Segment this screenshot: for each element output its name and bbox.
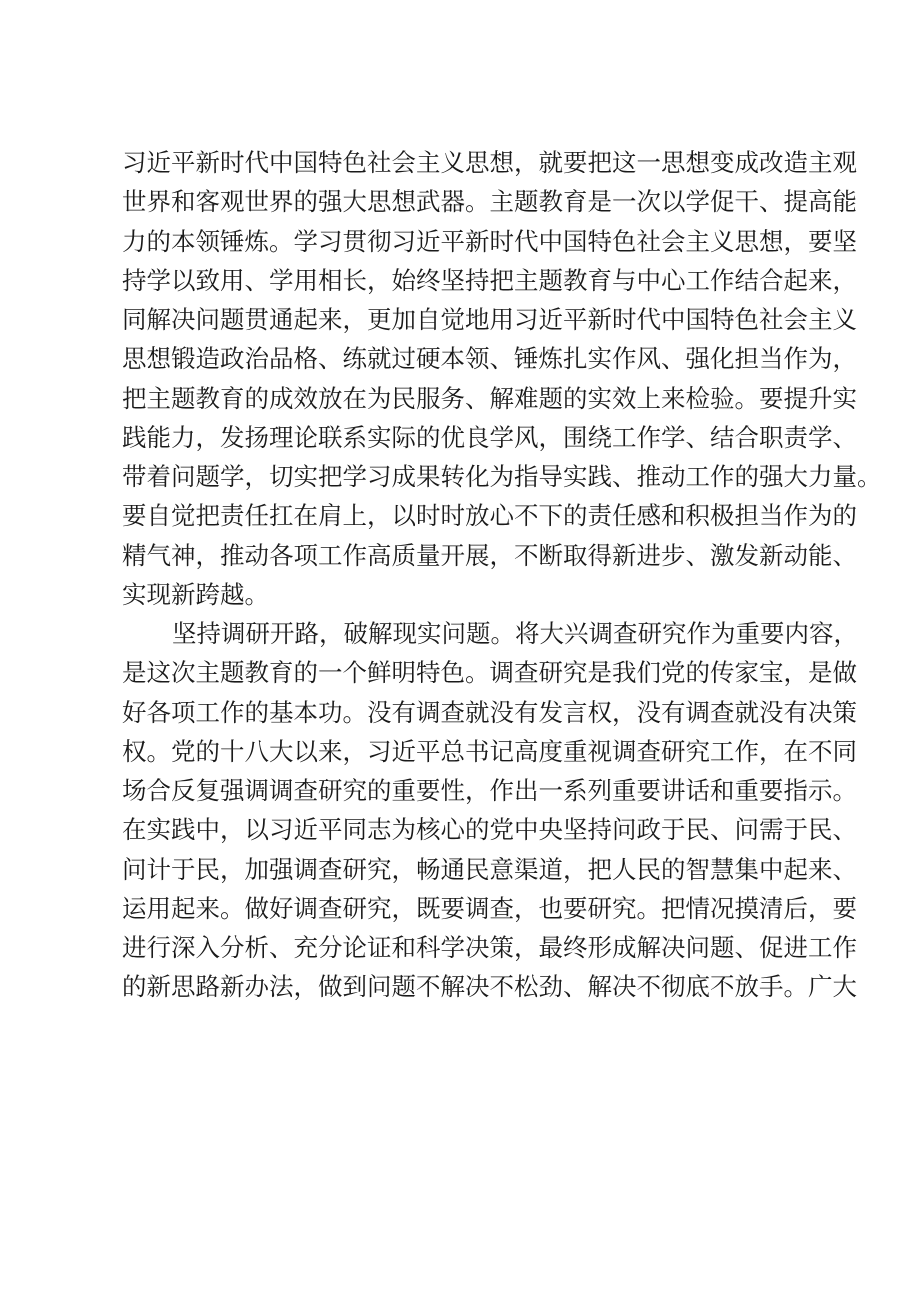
text-line: 实现新跨越。 xyxy=(122,579,269,609)
text-line: 世界和客观世界的强大思想武器。主题教育是一次以学促干、提高能 xyxy=(122,187,857,217)
text-line: 好各项工作的基本功。没有调查就没有发言权，没有调查就没有决策 xyxy=(122,697,857,727)
text-line: 思想锻造政治品格、练就过硬本领、锤炼扎实作风、强化担当作为， xyxy=(122,344,857,374)
text-line: 要自觉把责任扛在肩上，以时时放心不下的责任感和积极担当作为的 xyxy=(122,501,857,531)
text-line: 场合反复强调调查研究的重要性，作出一系列重要讲话和重要指示。 xyxy=(122,776,857,805)
text-line: 进行深入分析、充分论证和科学决策，最终形成解决问题、促进工作 xyxy=(122,933,857,962)
text-line: 的新思路新办法，做到问题不解决不松劲、解决不彻底不放手。广大 xyxy=(122,972,857,1002)
text-line: 力的本领锤炼。学习贯彻习近平新时代中国特色社会主义思想，要坚 xyxy=(122,226,857,256)
text-line: 持学以致用、学用相长，始终坚持把主题教育与中心工作结合起来， xyxy=(122,265,857,295)
text-line: 带着问题学，切实把学习成果转化为指导实践、推动工作的强大力量。 xyxy=(122,462,882,491)
text-line: 把主题教育的成效放在为民服务、解难题的实效上来检验。要提升实 xyxy=(122,383,857,413)
text-line: 权。党的十八大以来，习近平总书记高度重视调查研究工作，在不同 xyxy=(122,736,857,766)
text-line: 践能力，发扬理论联系实际的优良学风，围绕工作学、结合职责学、 xyxy=(122,422,857,452)
text-line: 问计于民，加强调查研究，畅通民意渠道，把人民的智慧集中起来、 xyxy=(122,854,857,884)
text-line: 在实践中，以习近平同志为核心的党中央坚持问政于民、问需于民、 xyxy=(122,815,857,845)
paragraph-2 xyxy=(122,614,858,1007)
text-line: 是这次主题教育的一个鲜明特色。调查研究是我们党的传家宝，是做 xyxy=(122,658,857,688)
text-line: 同解决问题贯通起来，更加自觉地用习近平新时代中国特色社会主义 xyxy=(122,305,857,334)
paragraph-1 xyxy=(122,143,882,614)
text-line: 习近平新时代中国特色社会主义思想，就要把这一思想变成改造主观 xyxy=(122,148,857,177)
text-line: 精气神，推动各项工作高质量开展，不断取得新进步、激发新动能、 xyxy=(122,540,857,570)
body-text xyxy=(122,143,882,1007)
text-line: 运用起来。做好调查研究，既要调查，也要研究。把情况摸清后，要 xyxy=(122,893,857,923)
text-line: 坚持调研开路，破解现实问题。将大兴调查研究作为重要内容， xyxy=(172,619,858,648)
